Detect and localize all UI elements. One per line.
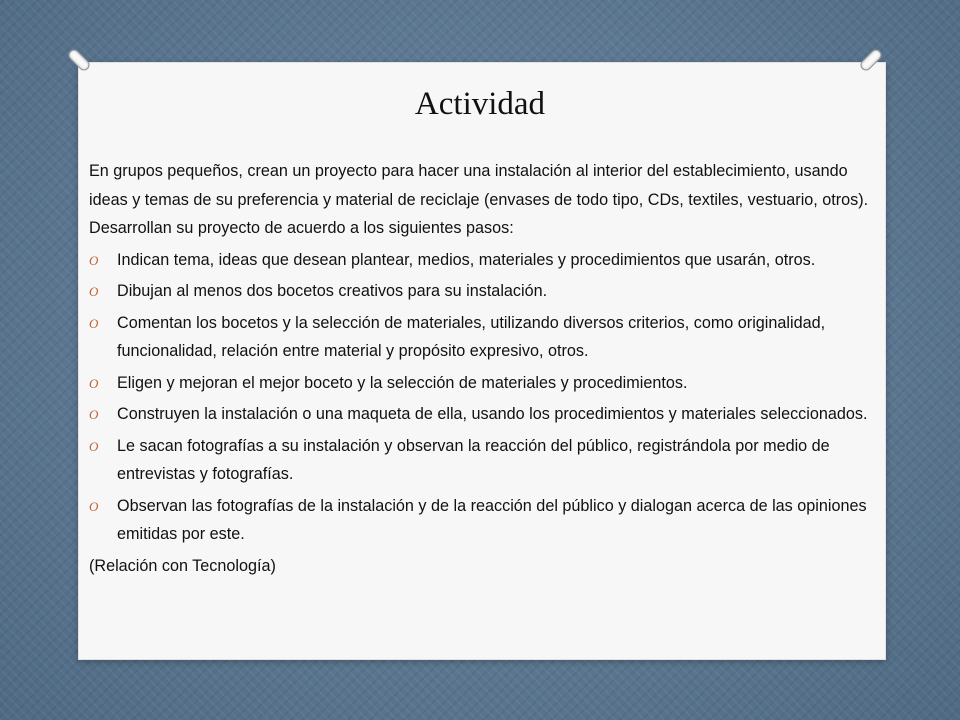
list-item (89, 246, 879, 275)
bullet-icon: O (89, 498, 99, 514)
step-text: Comentan los bocetos y la selección de materiales, utilizando diversos criterios, como originalidad, funcionalidad, relación entre material y propósito expresivo, otros. (117, 313, 826, 360)
list-item (89, 369, 879, 398)
list-item (89, 400, 879, 429)
bullet-icon: O (89, 284, 99, 299)
bullet-icon: O (89, 407, 99, 422)
pushpin-icon (64, 45, 94, 75)
list-item (89, 492, 879, 549)
step-text: Le sacan fotografías a su instalación y observan la reacción del público, registrándola por medio de entrevistas y fotografías. (117, 436, 830, 483)
step-text: Indican tema, ideas que desean plantear, medios, materiales y procedimientos que usarán, otros. (117, 250, 816, 269)
bullet-icon: O (89, 315, 99, 331)
step-text: Observan las fotografías de la instalación y de la reacción del público y dialogan acerca de las opiniones emitidas por este. (117, 496, 867, 543)
related-subject-note: (Relación con Tecnología) (89, 556, 276, 575)
slide-title: Actividad (414, 86, 546, 122)
step-text: Construyen la instalación o una maqueta de ella, usando los procedimientos y materiales seleccionados. (117, 405, 868, 423)
step-text: Eligen y mejoran el mejor boceto y la selección de materiales y procedimientos. (117, 373, 688, 392)
bullet-icon: O (89, 252, 99, 268)
step-text: Dibujan al menos dos bocetos creativos para su instalación. (117, 282, 548, 300)
bullet-icon: O (89, 375, 99, 391)
slide-content (89, 157, 879, 580)
list-item (89, 309, 879, 366)
pushpin-icon (856, 45, 886, 75)
list-item (89, 277, 879, 306)
list-item (89, 432, 879, 489)
intro-paragraph: En grupos pequeños, crean un proyecto para hacer una instalación al interior del establecimiento, usando ideas y temas de su preferencia y material de reciclaje (envases de todo tipo, CDs, textiles, vestuario, otros). Desarrollan su proyecto de acuerdo a los siguientes pasos: (89, 162, 869, 237)
bullet-icon: O (89, 438, 99, 454)
steps-list (89, 246, 879, 549)
